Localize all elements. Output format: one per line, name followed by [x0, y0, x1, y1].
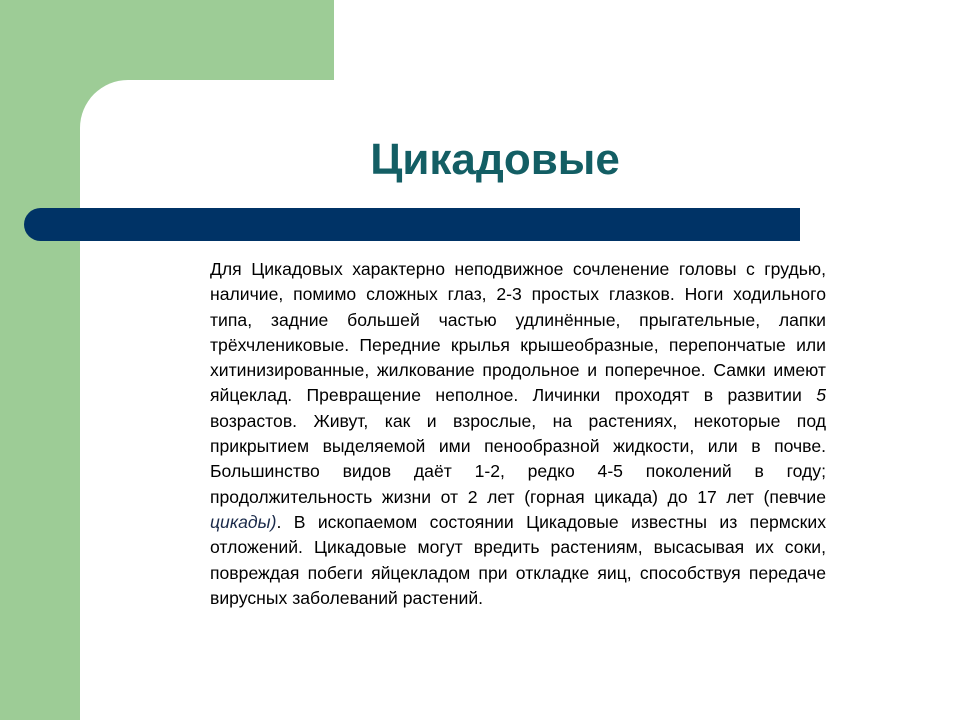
body-text-part-2: возрастов. Живут, как и взрослые, на растениях, некоторые под прикрытием выделяемой ими пенообразной жидкости, или в почве. Большинство видов даёт 1-2, редко 4-5 поколений в году; продолжительность жизни от 2 лет (горная цикада) до 17 лет (певчие	[210, 410, 826, 507]
body-text-part-3: . В ископаемом состоянии Цикадовые известны из пермских отложений. Цикадовые могут вредить растениям, высасывая их соки, повреждая побеги яйцекладом при откладке яиц, способствуя передаче вирусных заболеваний растений.	[210, 511, 826, 608]
body-text-italic-number: 5	[816, 385, 826, 406]
body-text-italic-term: цикады)	[210, 511, 277, 532]
slide-title: Цикадовые	[370, 135, 620, 184]
body-text-part-1: Для Цикадовых характерно неподвижное сочленение головы с грудью, наличие, помимо сложных глаз, 2-3 простых глазков. Ноги ходильного типа, задние большей частью удлинённые, прыгательные, лапки трёхчлениковые. Передние крылья крышеобразные, перепончатые или хитинизированные, жилкование продольное и поперечное. Самки имеют яйцеклад. Превращение неполное. Личинки проходят в развитии	[210, 259, 826, 406]
slide-body-text	[210, 257, 826, 611]
title-divider-bar	[24, 208, 800, 241]
